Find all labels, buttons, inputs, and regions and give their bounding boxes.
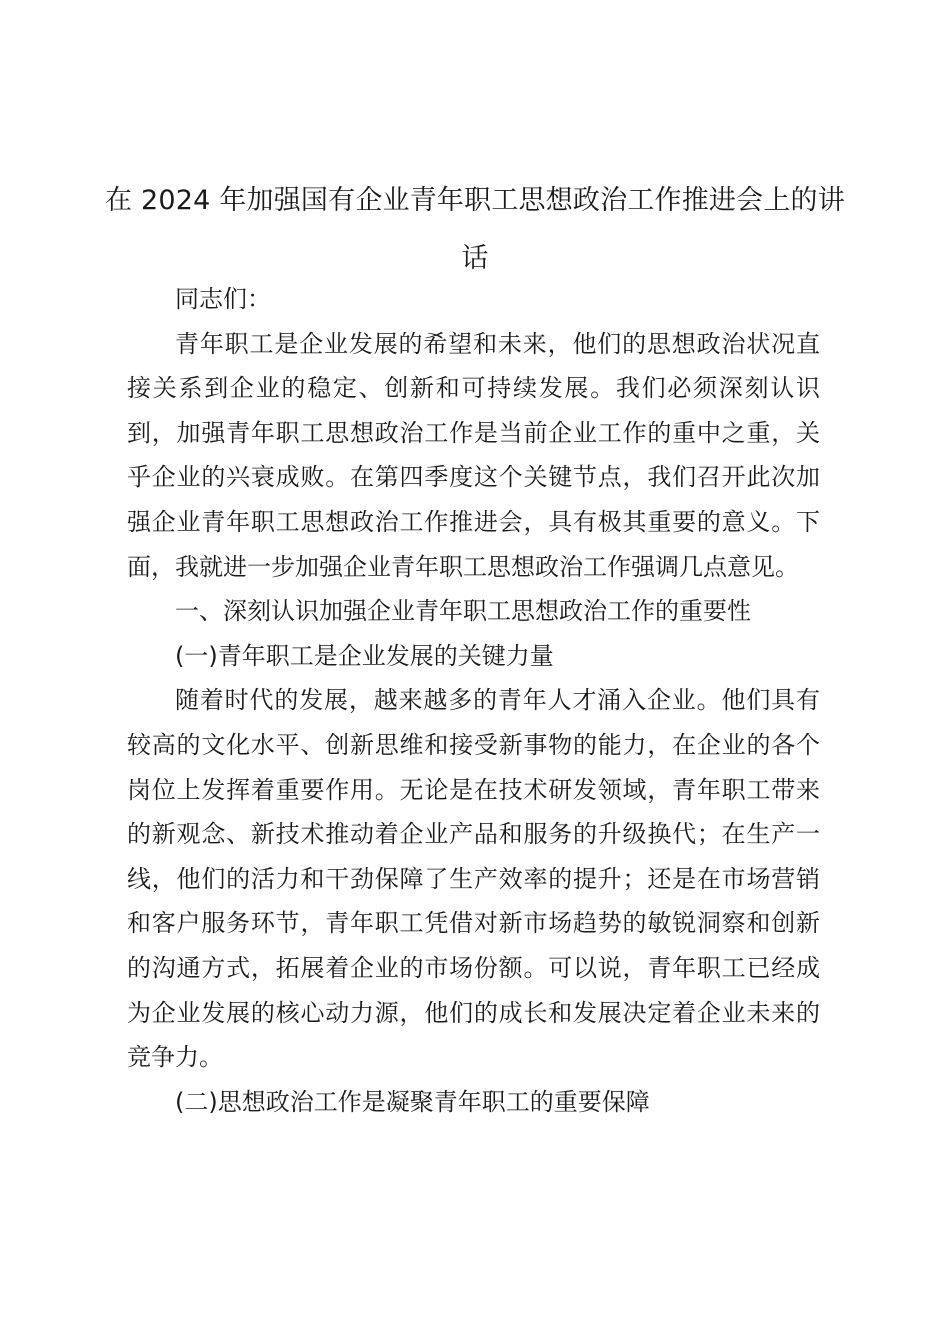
paragraph-subsection-1: 随着时代的发展，越来越多的青年人才涌入企业。他们具有较高的文化水平、创新思维和接受新事物的能力，在企业的各个岗位上发挥着重要作用。无论是在技术研发领域，青年职工带来的新观念、新技术推动着企业产品和服务的升级换代；在生产一线，他们的活力和干劲保障了生产效率的提升；还是在市场营销和客户服务环节，青年职工凭借对新市场趋势的敏锐洞察和创新的沟通方式，拓展着企业的市场份额。可以说，青年职工已经成为企业发展的核心动力源，他们的成长和发展决定着企业未来的竞争力。 [127,686,820,1072]
document-body [127,277,820,1124]
paragraph-intro: 青年职工是企业发展的希望和未来，他们的思想政治状况直接关系到企业的稳定、创新和可持续发展。我们必须深刻认识到，加强青年职工思想政治工作是当前企业工作的重中之重，关乎企业的兴衰成败。在第四季度这个关键节点，我们召开此次加强企业青年职工思想政治工作推进会，具有极其重要的意义。下面，我就进一步加强企业青年职工思想政治工作强调几点意见。 [127,329,820,581]
document-title: 在 2024 年加强国有企业青年职工思想政治工作推进会上的讲话 [105,185,845,274]
subsection-heading-2: (二)思想政治工作是凝聚青年职工的重要保障 [175,1087,650,1116]
section-heading-1: 一、深刻认识加强企业青年职工思想政治工作的重要性 [175,597,751,626]
subsection-heading-1: (一)青年职工是企业发展的关键力量 [175,641,554,670]
greeting: 同志们： [175,285,271,313]
